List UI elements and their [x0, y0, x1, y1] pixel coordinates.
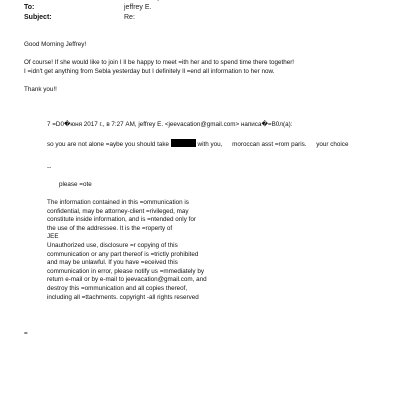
reply-paragraph [24, 59, 394, 76]
subject-label: Subject: [24, 14, 52, 21]
trailing-equals: = [24, 330, 28, 337]
quoted-text-before: so you are not alone =aybe you should take [47, 141, 170, 148]
sent-value [124, 0, 236, 3]
to-row [0, 4, 400, 14]
quoted-header: 7 =D0�юня 2017 г., в 7:27 AM, jeffrey E. <jeevacation@gmail.com> написа�=B0л(а): [47, 121, 293, 128]
quoted-text-after-3: your choice [316, 141, 349, 148]
disclaimer-line: and may be unlawful. If you have =eceived this [47, 259, 178, 267]
disclaimer-line: constitute inside information, and is =ntended only for [47, 216, 196, 224]
thanks-line: Thank you!! [24, 86, 57, 93]
subject-row [0, 14, 400, 24]
disclaimer-line: confidential, may be attorney-client =rivileged, may [47, 207, 189, 215]
quoted-text-after-1: with you, [197, 141, 223, 148]
subject-value: Re: [124, 14, 135, 21]
disclaimer-line: communication in error, please notify us =mmediately by [47, 267, 204, 275]
disclaimer-line: Unauthorized use, disclosure =r copying of this [47, 241, 178, 249]
greeting: Good Morning Jeffrey! [24, 41, 87, 48]
to-value: jeffrey E. [124, 4, 152, 11]
disclaimer-line: JEE [47, 233, 59, 241]
disclaimer-line: The information contained in this =ommunication is [47, 199, 189, 206]
please-note: please =ote [59, 181, 92, 188]
disclaimer-line: communication or any part thereof is =trictly prohibited [47, 250, 199, 258]
reply-line-1: Of course! If she would like to join I ll be happy to meet =ith her and to spend time there together! [24, 59, 295, 66]
quoted-text-after-2: moroccan asst =rom paris. [232, 141, 307, 148]
disclaimer-line: including all =ttachments. copyright -all rights reserved [47, 293, 199, 301]
email-header [0, 0, 400, 24]
disclaimer-line: the use of the addressee. It is the =roperty of [47, 224, 173, 232]
signature-separator: -- [47, 164, 52, 171]
disclaimer-line: return e-mail or by e-mail to jeevacation@gmail.com, and [47, 276, 207, 284]
disclaimer-line: destroy this =ommunication and all copies thereof, [47, 284, 188, 292]
sent-label [24, 0, 42, 3]
to-label: To: [24, 4, 35, 11]
redaction-box [171, 139, 196, 147]
reply-line-2: I =idn't get anything from Sebla yesterday but I definitely ll =end all information to her now. [24, 67, 275, 75]
disclaimer-block [47, 199, 392, 302]
quoted-message-line [47, 139, 392, 150]
